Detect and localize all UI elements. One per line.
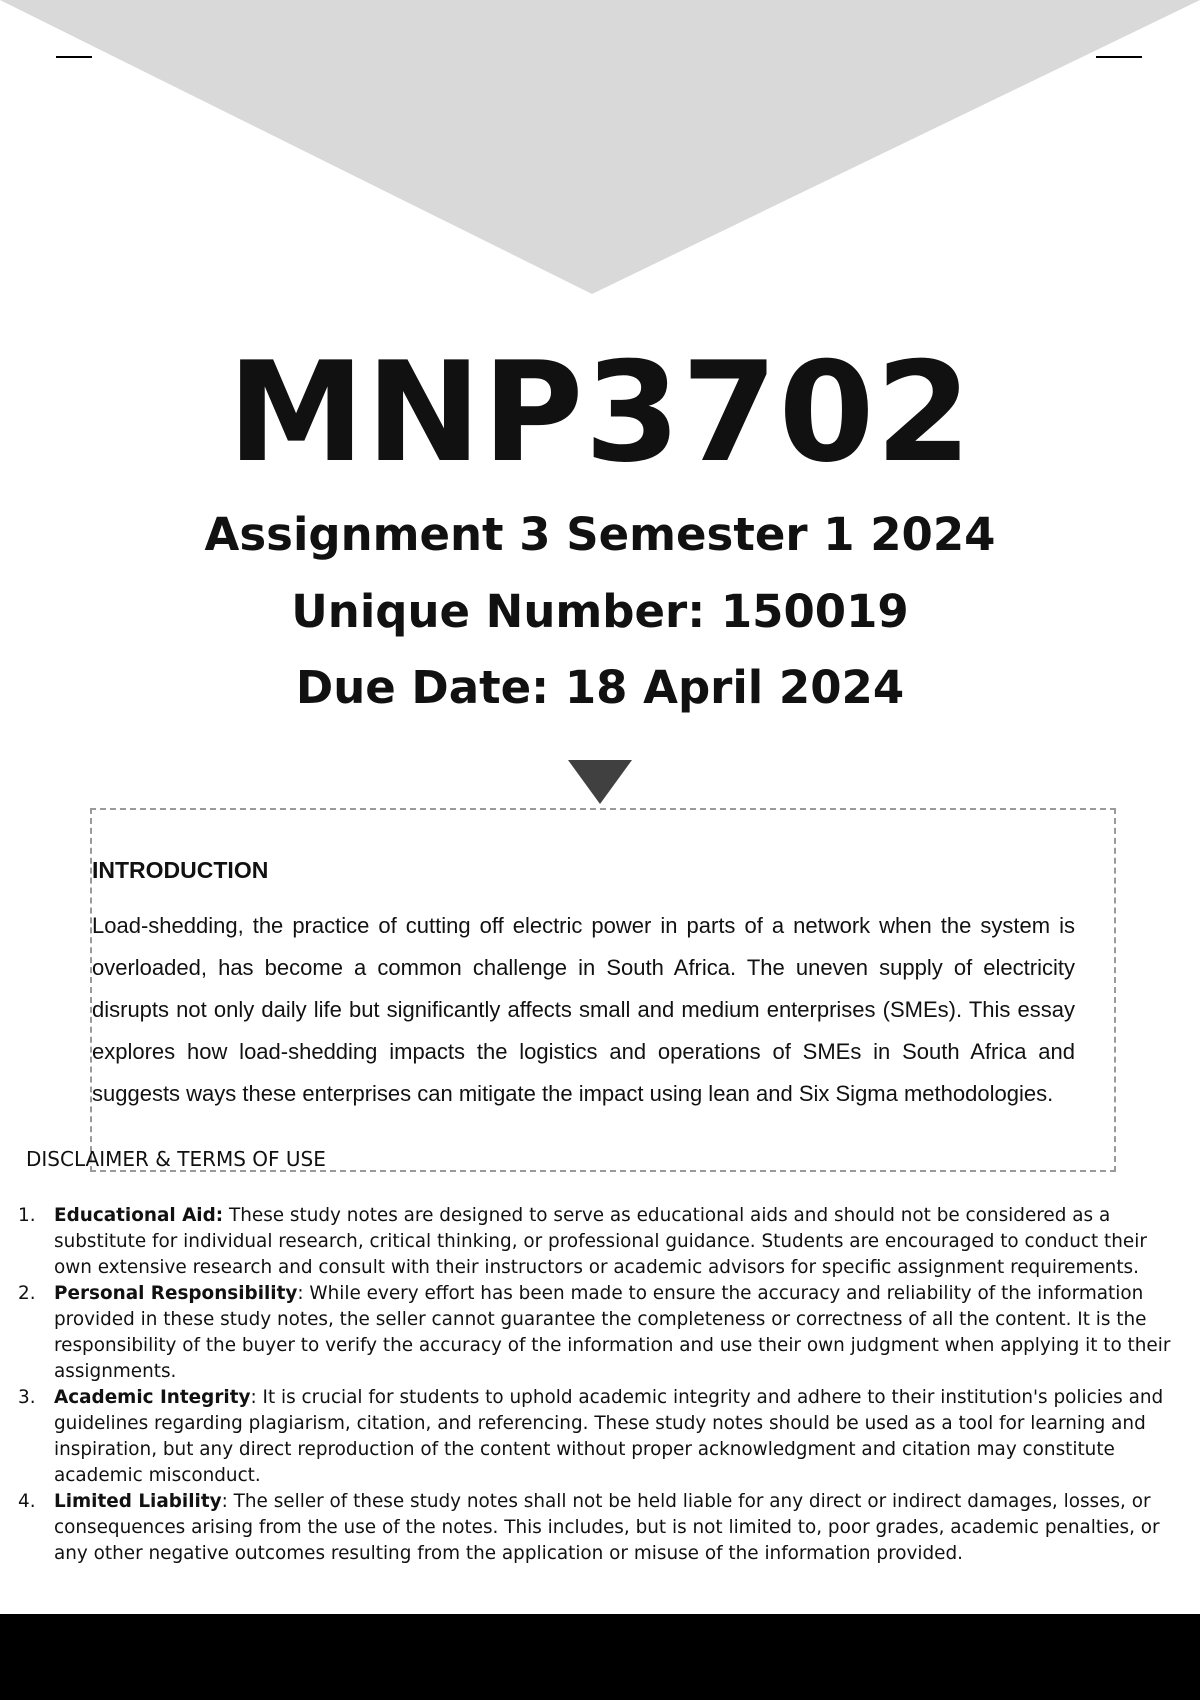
- course-code-title: MNP3702: [227, 332, 973, 493]
- terms-item: [18, 1385, 1188, 1489]
- terms-item-title: Academic Integrity: [54, 1387, 251, 1408]
- terms-item-number: 4.: [18, 1491, 36, 1512]
- unique-number: Unique Number: 150019: [291, 585, 909, 638]
- footer-bar: [0, 1614, 1200, 1700]
- due-date: Due Date: 18 April 2024: [295, 661, 905, 714]
- terms-item-text: These study notes are designed to serve as educational aids and should not be considered as a substitute for individual research, critical thinking, or professional guidance. Students are encouraged to conduct their own extensive research and consult with their instructors or academic advisors for specific assignment requirements.: [54, 1205, 1147, 1278]
- banner-chevron-shape: [0, 0, 1200, 294]
- terms-item-title: Educational Aid:: [54, 1205, 224, 1226]
- introduction-body: Load-shedding, the practice of cutting off electric power in parts of a network when the system is overloaded, has become a common challenge in South Africa. The uneven supply of electricity disrupts not only daily life but significantly affects small and medium enterprises (SMEs). This essay explores how load-shedding impacts the logistics and operations of SMEs in South Africa and suggests ways these enterprises can mitigate the impact using lean and Six Sigma methodologies.: [92, 913, 1075, 1106]
- terms-item: [18, 1489, 1188, 1567]
- assignment-subtitle: Assignment 3 Semester 1 2024: [204, 508, 996, 561]
- terms-item-number: 1.: [18, 1205, 36, 1226]
- terms-item-text: : While every effort has been made to ensure the accuracy and reliability of the information provided in these study notes, the seller cannot guarantee the completeness or correctness of all the content. It is the responsibility of the buyer to verify the accuracy of the information and use their own judgment when applying it to their assignments.: [54, 1283, 1171, 1382]
- terms-item-title: Limited Liability: [54, 1491, 222, 1512]
- terms-item-text: : It is crucial for students to uphold academic integrity and adhere to their institution's policies and guidelines regarding plagiarism, citation, and referencing. These study notes should be used as a tool for learning and inspiration, but any direct reproduction of the content without proper acknowledgment and citation may constitute academic misconduct.: [54, 1387, 1164, 1486]
- disclaimer-heading: DISCLAIMER & TERMS OF USE: [26, 1147, 326, 1171]
- terms-item: [18, 1281, 1188, 1385]
- terms-item-number: 2.: [18, 1283, 36, 1304]
- terms-item-number: 3.: [18, 1387, 36, 1408]
- terms-item-title: Personal Responsibility: [54, 1283, 298, 1304]
- terms-item-text: : The seller of these study notes shall not be held liable for any direct or indirect damages, losses, or consequences arising from the use of the notes. This includes, but is not limited to, poor grades, academic penalties, or any other negative outcomes resulting from the application or misuse of the information provided.: [54, 1491, 1160, 1564]
- terms-item: [18, 1203, 1188, 1281]
- cover-banner: [0, 0, 1200, 300]
- terms-list: [18, 1203, 1188, 1567]
- triangle-down-icon: [568, 760, 632, 804]
- introduction-heading: INTRODUCTION: [92, 857, 269, 883]
